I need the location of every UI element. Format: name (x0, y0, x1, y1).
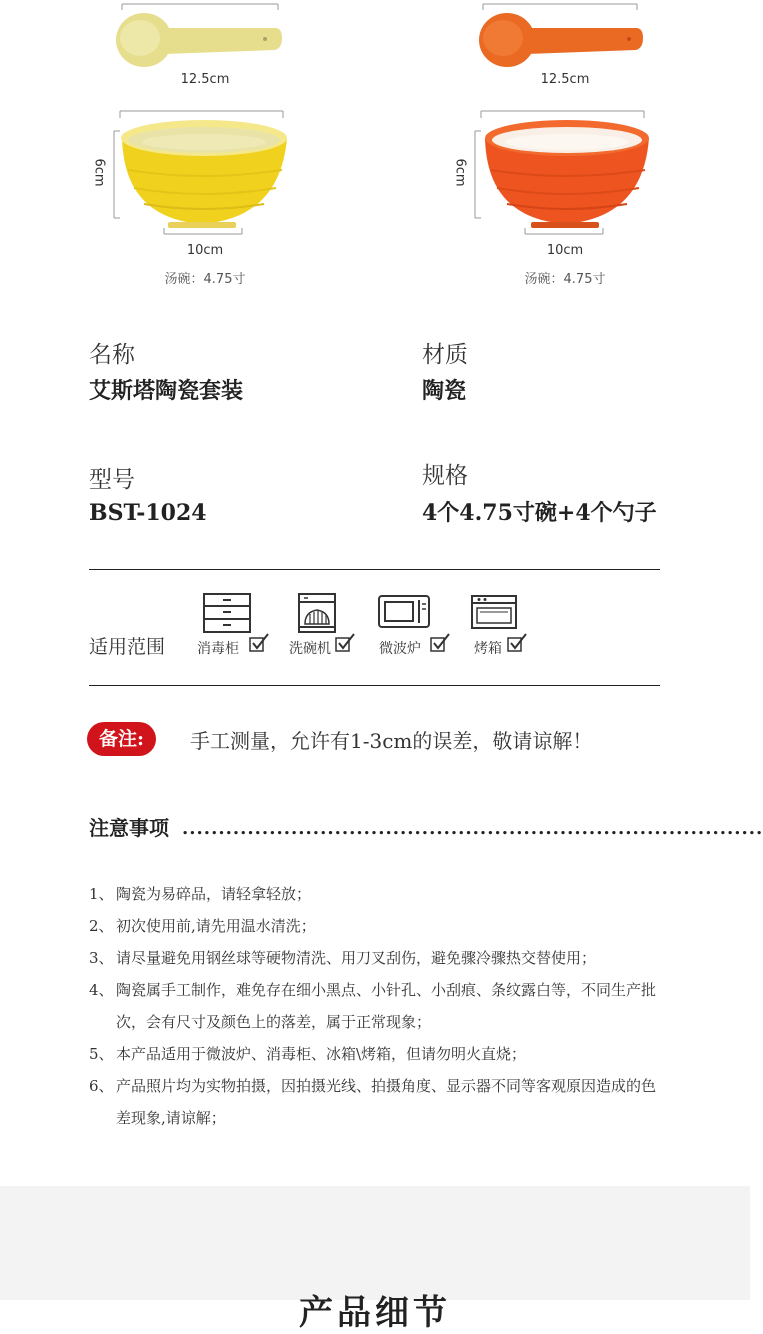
product-yellow (80, 0, 380, 300)
caution-item-text: 本产品适用于微波炉、消毒柜、冰箱\烤箱，但请勿明火直烧； (116, 1045, 527, 1063)
model-value: BST-1024 (89, 500, 207, 526)
dishwasher-icon (296, 592, 338, 634)
usage-label: 微波炉 (379, 641, 421, 657)
caution-item (89, 942, 664, 974)
usage-item-dishwasher (288, 590, 378, 660)
caution-item-number: 6、 (89, 1077, 114, 1095)
check-icon (248, 632, 270, 654)
caution-list (89, 878, 664, 1134)
usage-item-oven (470, 590, 560, 660)
spoon-length-label: 12.5cm (540, 72, 590, 87)
caution-item (89, 1070, 664, 1134)
disinfection-cabinet-icon (202, 592, 252, 634)
spec-label: 规格 (422, 463, 468, 489)
bowl-caption: 汤碗：4.75寸 (164, 272, 246, 287)
usage-label: 烤箱 (474, 641, 502, 657)
usage-item-disinfection-cabinet (196, 590, 286, 660)
bowl-height-label: 6cm (91, 158, 107, 187)
name-value: 艾斯塔陶瓷套装 (89, 378, 244, 404)
caution-item-text: 产品照片均为实物拍摄，因拍摄光线、拍摄角度、显示器不同等客观原因造成的色差现象,请谅解； (116, 1077, 657, 1127)
check-icon (334, 632, 356, 654)
bowl-caption: 汤碗：4.75寸 (524, 272, 606, 287)
caution-item (89, 1038, 664, 1070)
caution-item-number: 2、 (89, 917, 114, 935)
usage-label: 洗碗机 (289, 641, 331, 657)
note-badge: 备注: (87, 722, 156, 756)
caution-item-number: 1、 (89, 885, 114, 903)
caution-item (89, 974, 664, 1038)
material-value: 陶瓷 (422, 378, 467, 404)
details-section (0, 1186, 750, 1300)
usage-label: 消毒柜 (197, 641, 239, 657)
divider-bottom (89, 685, 660, 686)
usage-title: 适用范围 (89, 636, 166, 658)
caution-dot-leader: ................................................................................ (182, 818, 763, 839)
caution-item-text: 陶瓷为易碎品，请轻拿轻放； (116, 885, 312, 903)
caution-item-number: 3、 (89, 949, 114, 967)
divider-top (89, 569, 660, 570)
caution-item-text: 请尽量避免用钢丝球等硬物清洗、用刀叉刮伤，避免骤冷骤热交替使用； (116, 949, 597, 967)
microwave-icon (377, 594, 431, 630)
caution-item-text: 陶瓷属手工制作，难免存在细小黑点、小针孔、小刮痕、条纹露白等，不同生产批次，会有尺寸及颜色上的落差，属于正常现象； (116, 981, 657, 1031)
spoon-length-label: 12.5cm (180, 72, 230, 87)
details-title: 产品细节 (299, 1293, 451, 1333)
caution-title: 注意事项 (89, 816, 169, 840)
material-label: 材质 (422, 342, 468, 368)
caution-item-number: 5、 (89, 1045, 114, 1063)
caution-item (89, 910, 664, 942)
bowl-width-label: 10cm (186, 243, 224, 258)
check-icon (506, 632, 528, 654)
check-icon (429, 632, 451, 654)
spec-value: 4个4.75寸碗+4个勺子 (422, 500, 657, 526)
oven-icon (470, 594, 518, 630)
product-orange (441, 0, 741, 300)
note-text: 手工测量，允许有1-3cm的误差，敬请谅解！ (190, 729, 593, 753)
caution-item (89, 878, 664, 910)
caution-item-number: 4、 (89, 981, 114, 999)
model-label: 型号 (89, 467, 135, 493)
caution-item-text: 初次使用前,请先用温水清洗； (116, 917, 316, 935)
bowl-height-label: 6cm (452, 158, 468, 187)
bowl-width-label: 10cm (546, 243, 584, 258)
usage-item-microwave (377, 590, 467, 660)
name-label: 名称 (89, 342, 135, 368)
